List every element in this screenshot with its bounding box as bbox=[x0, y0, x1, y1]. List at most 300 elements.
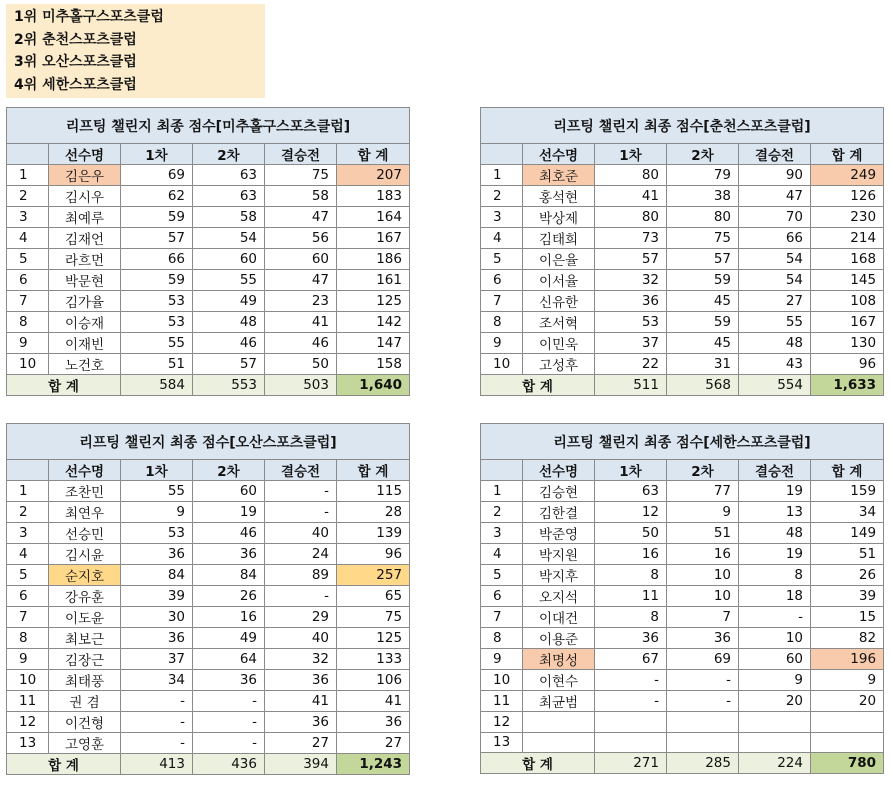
total-score: 139 bbox=[337, 523, 410, 544]
grand-total: 1,243 bbox=[337, 754, 410, 775]
ranking-summary bbox=[6, 4, 265, 98]
row-number: 13 bbox=[7, 733, 49, 754]
header-sum: 합 계 bbox=[811, 460, 884, 481]
final-score bbox=[739, 712, 811, 733]
table-title-row bbox=[7, 424, 410, 460]
player-name: 김승현 bbox=[523, 481, 595, 502]
final-score: - bbox=[265, 502, 337, 523]
round1-score: 59 bbox=[121, 270, 193, 291]
final-score: 19 bbox=[739, 481, 811, 502]
round2-score: 48 bbox=[193, 312, 265, 333]
total-score: 65 bbox=[337, 586, 410, 607]
round1-score: 55 bbox=[121, 481, 193, 502]
table-row bbox=[7, 207, 410, 228]
score-table-chuncheon bbox=[480, 107, 884, 396]
player-name: 이현수 bbox=[523, 670, 595, 691]
total-row bbox=[481, 753, 884, 774]
final-score: 60 bbox=[739, 649, 811, 670]
total-score: 125 bbox=[337, 628, 410, 649]
player-name: 최태풍 bbox=[49, 670, 121, 691]
row-number: 1 bbox=[7, 165, 49, 186]
total-score: 34 bbox=[811, 502, 884, 523]
table-row bbox=[7, 186, 410, 207]
table-row bbox=[7, 354, 410, 375]
row-number: 12 bbox=[7, 712, 49, 733]
table-row bbox=[7, 733, 410, 754]
player-name: 고성후 bbox=[523, 354, 595, 375]
round1-score: - bbox=[121, 712, 193, 733]
round1-score: 69 bbox=[121, 165, 193, 186]
header-name: 선수명 bbox=[523, 144, 595, 165]
table-row bbox=[7, 544, 410, 565]
final-score: 40 bbox=[265, 523, 337, 544]
rank-1: 1위 미추홀구스포츠클럽 bbox=[14, 9, 164, 25]
player-name: 이서율 bbox=[523, 270, 595, 291]
final-score: 66 bbox=[739, 228, 811, 249]
round1-score: 62 bbox=[121, 186, 193, 207]
total-row bbox=[481, 375, 884, 396]
player-name: 김은우 bbox=[49, 165, 121, 186]
row-number: 10 bbox=[7, 354, 49, 375]
round2-score: - bbox=[193, 712, 265, 733]
round2-score: 63 bbox=[193, 186, 265, 207]
score-table-michuhol bbox=[6, 107, 410, 396]
round2-score: 54 bbox=[193, 228, 265, 249]
final-score: 24 bbox=[265, 544, 337, 565]
round1-score: 55 bbox=[121, 333, 193, 354]
table-row bbox=[7, 481, 410, 502]
total-score: 28 bbox=[337, 502, 410, 523]
score-table-osan bbox=[6, 423, 410, 775]
player-name: 김재언 bbox=[49, 228, 121, 249]
table-row bbox=[481, 649, 884, 670]
round1-score: 12 bbox=[595, 502, 667, 523]
row-number: 3 bbox=[481, 523, 523, 544]
final-score bbox=[739, 732, 811, 753]
round1-score: 53 bbox=[121, 523, 193, 544]
total-score: 20 bbox=[811, 691, 884, 712]
round1-score: - bbox=[595, 670, 667, 691]
table-row bbox=[7, 691, 410, 712]
player-name: 이재빈 bbox=[49, 333, 121, 354]
row-number: 11 bbox=[481, 691, 523, 712]
round1-score: 8 bbox=[595, 607, 667, 628]
final-score: 36 bbox=[265, 712, 337, 733]
final-score: 47 bbox=[265, 207, 337, 228]
total-label: 합 계 bbox=[7, 375, 121, 396]
table-row bbox=[481, 544, 884, 565]
total-score: 126 bbox=[811, 186, 884, 207]
round2-score: - bbox=[193, 691, 265, 712]
round1-score: 37 bbox=[595, 333, 667, 354]
final-score: 58 bbox=[265, 186, 337, 207]
total-score: 159 bbox=[811, 481, 884, 502]
table-row bbox=[481, 270, 884, 291]
total-score: 133 bbox=[337, 649, 410, 670]
round1-score: 51 bbox=[121, 354, 193, 375]
player-name: 박상제 bbox=[523, 207, 595, 228]
round2-score: 69 bbox=[667, 649, 739, 670]
final-score: 23 bbox=[265, 291, 337, 312]
player-name: 박지후 bbox=[523, 565, 595, 586]
total-score: 106 bbox=[337, 670, 410, 691]
round2-score: 38 bbox=[667, 186, 739, 207]
total-score: 75 bbox=[337, 607, 410, 628]
round1-score: 63 bbox=[595, 481, 667, 502]
row-number: 6 bbox=[7, 270, 49, 291]
total-score: 147 bbox=[337, 333, 410, 354]
total-score: 167 bbox=[811, 312, 884, 333]
row-number: 6 bbox=[481, 586, 523, 607]
final-score: 8 bbox=[739, 565, 811, 586]
round1-score: 84 bbox=[121, 565, 193, 586]
round2-score: 49 bbox=[193, 628, 265, 649]
table-row bbox=[7, 586, 410, 607]
round1-score: 22 bbox=[595, 354, 667, 375]
round2-score: 16 bbox=[193, 607, 265, 628]
round1-score: - bbox=[595, 691, 667, 712]
table-row bbox=[481, 607, 884, 628]
total-round2: 285 bbox=[667, 753, 739, 774]
rank-3: 3위 오산스포츠클럽 bbox=[14, 54, 137, 70]
total-round1: 271 bbox=[595, 753, 667, 774]
row-number: 4 bbox=[7, 228, 49, 249]
final-score: 13 bbox=[739, 502, 811, 523]
row-number: 3 bbox=[481, 207, 523, 228]
round2-score bbox=[667, 732, 739, 753]
header-round1: 1차 bbox=[595, 144, 667, 165]
total-score: 130 bbox=[811, 333, 884, 354]
total-score: 108 bbox=[811, 291, 884, 312]
total-score: 39 bbox=[811, 586, 884, 607]
player-name: 최호준 bbox=[523, 165, 595, 186]
table-row bbox=[481, 502, 884, 523]
round1-score: 57 bbox=[595, 249, 667, 270]
row-number: 3 bbox=[7, 207, 49, 228]
table-row bbox=[7, 249, 410, 270]
table-row bbox=[481, 333, 884, 354]
round1-score: 8 bbox=[595, 565, 667, 586]
round1-score: 36 bbox=[595, 291, 667, 312]
row-number: 7 bbox=[7, 291, 49, 312]
round2-score: 9 bbox=[667, 502, 739, 523]
header-round2: 2차 bbox=[193, 144, 265, 165]
player-name: 오지석 bbox=[523, 586, 595, 607]
round1-score: 11 bbox=[595, 586, 667, 607]
row-number: 1 bbox=[481, 165, 523, 186]
total-score: 26 bbox=[811, 565, 884, 586]
final-score: 90 bbox=[739, 165, 811, 186]
player-name: 김가율 bbox=[49, 291, 121, 312]
player-name: 최균범 bbox=[523, 691, 595, 712]
player-name: 김시우 bbox=[49, 186, 121, 207]
table-row bbox=[481, 523, 884, 544]
round1-score: 53 bbox=[121, 312, 193, 333]
row-number: 7 bbox=[7, 607, 49, 628]
total-score: 82 bbox=[811, 628, 884, 649]
player-name: 이도윤 bbox=[49, 607, 121, 628]
round2-score: 10 bbox=[667, 565, 739, 586]
row-number: 9 bbox=[7, 333, 49, 354]
header-round1: 1차 bbox=[121, 144, 193, 165]
round1-score: 9 bbox=[121, 502, 193, 523]
player-name: 이민욱 bbox=[523, 333, 595, 354]
header-sum: 합 계 bbox=[337, 460, 410, 481]
final-score: 50 bbox=[265, 354, 337, 375]
header-row bbox=[7, 460, 410, 481]
final-score: - bbox=[265, 586, 337, 607]
round2-score: - bbox=[667, 691, 739, 712]
grand-total: 1,633 bbox=[811, 375, 884, 396]
row-number: 2 bbox=[7, 186, 49, 207]
table-row bbox=[7, 270, 410, 291]
table-row bbox=[7, 607, 410, 628]
total-score: 125 bbox=[337, 291, 410, 312]
table-row bbox=[481, 207, 884, 228]
header-row bbox=[481, 460, 884, 481]
total-score: 145 bbox=[811, 270, 884, 291]
table-row bbox=[7, 712, 410, 733]
final-score: 9 bbox=[739, 670, 811, 691]
total-score: 161 bbox=[337, 270, 410, 291]
row-number: 9 bbox=[481, 333, 523, 354]
player-name: 김태희 bbox=[523, 228, 595, 249]
round2-score: 55 bbox=[193, 270, 265, 291]
player-name: 김시윤 bbox=[49, 544, 121, 565]
round1-score: 39 bbox=[121, 586, 193, 607]
row-number: 1 bbox=[481, 481, 523, 502]
total-score: 249 bbox=[811, 165, 884, 186]
score-table-sehan bbox=[480, 423, 884, 774]
header-round2: 2차 bbox=[193, 460, 265, 481]
final-score: 60 bbox=[265, 249, 337, 270]
row-number: 2 bbox=[481, 502, 523, 523]
table-row bbox=[481, 186, 884, 207]
total-final: 394 bbox=[265, 754, 337, 775]
round2-score: 36 bbox=[193, 670, 265, 691]
round1-score: 66 bbox=[121, 249, 193, 270]
row-number: 4 bbox=[481, 544, 523, 565]
player-name: 이건형 bbox=[49, 712, 121, 733]
table-row bbox=[7, 649, 410, 670]
player-name: 김한결 bbox=[523, 502, 595, 523]
row-number: 2 bbox=[7, 502, 49, 523]
round2-score: 49 bbox=[193, 291, 265, 312]
total-final: 554 bbox=[739, 375, 811, 396]
row-number: 9 bbox=[7, 649, 49, 670]
round2-score: 57 bbox=[667, 249, 739, 270]
total-round2: 568 bbox=[667, 375, 739, 396]
round2-score: 7 bbox=[667, 607, 739, 628]
round2-score: 16 bbox=[667, 544, 739, 565]
row-number: 11 bbox=[7, 691, 49, 712]
total-round2: 436 bbox=[193, 754, 265, 775]
player-name: 최보근 bbox=[49, 628, 121, 649]
row-number: 5 bbox=[481, 249, 523, 270]
total-score: 207 bbox=[337, 165, 410, 186]
total-score: 164 bbox=[337, 207, 410, 228]
table-row bbox=[481, 481, 884, 502]
round2-score bbox=[667, 712, 739, 733]
table-row bbox=[7, 291, 410, 312]
round1-score: 16 bbox=[595, 544, 667, 565]
header-final: 결승전 bbox=[265, 460, 337, 481]
final-score: 32 bbox=[265, 649, 337, 670]
header-final: 결승전 bbox=[265, 144, 337, 165]
player-name: 홍석현 bbox=[523, 186, 595, 207]
final-score: 27 bbox=[739, 291, 811, 312]
header-name: 선수명 bbox=[523, 460, 595, 481]
total-score: 149 bbox=[811, 523, 884, 544]
table-title: 리프팅 챌린지 최종 점수[세한스포츠클럽] bbox=[481, 424, 884, 460]
player-name: 박준영 bbox=[523, 523, 595, 544]
header-round2: 2차 bbox=[667, 460, 739, 481]
row-number: 12 bbox=[481, 712, 523, 733]
player-name: 이은율 bbox=[523, 249, 595, 270]
table-row bbox=[7, 670, 410, 691]
final-score: 43 bbox=[739, 354, 811, 375]
round1-score: 67 bbox=[595, 649, 667, 670]
row-number: 2 bbox=[481, 186, 523, 207]
player-name: 최명성 bbox=[523, 649, 595, 670]
round1-score: 30 bbox=[121, 607, 193, 628]
row-number: 10 bbox=[481, 354, 523, 375]
row-number: 3 bbox=[7, 523, 49, 544]
header-round1: 1차 bbox=[121, 460, 193, 481]
player-name: 순지호 bbox=[49, 565, 121, 586]
table-row bbox=[481, 628, 884, 649]
total-score bbox=[811, 732, 884, 753]
total-round1: 584 bbox=[121, 375, 193, 396]
table-title-row bbox=[481, 424, 884, 460]
table-row bbox=[7, 628, 410, 649]
final-score: 54 bbox=[739, 249, 811, 270]
round1-score: 59 bbox=[121, 207, 193, 228]
final-score: 41 bbox=[265, 691, 337, 712]
table-row bbox=[481, 249, 884, 270]
round2-score: 36 bbox=[667, 628, 739, 649]
player-name: 조서혁 bbox=[523, 312, 595, 333]
round2-score: 46 bbox=[193, 333, 265, 354]
player-name bbox=[523, 732, 595, 753]
table-title: 리프팅 챌린지 최종 점수[춘천스포츠클럽] bbox=[481, 108, 884, 144]
total-score: 115 bbox=[337, 481, 410, 502]
total-round1: 511 bbox=[595, 375, 667, 396]
row-number: 9 bbox=[481, 649, 523, 670]
table-row bbox=[7, 165, 410, 186]
round1-score: 34 bbox=[121, 670, 193, 691]
table-title-row bbox=[7, 108, 410, 144]
round1-score: 36 bbox=[595, 628, 667, 649]
round2-score: 45 bbox=[667, 291, 739, 312]
round2-score: 64 bbox=[193, 649, 265, 670]
table-row bbox=[7, 228, 410, 249]
final-score: 41 bbox=[265, 312, 337, 333]
table-row bbox=[7, 312, 410, 333]
round1-score: 50 bbox=[595, 523, 667, 544]
final-score: 46 bbox=[265, 333, 337, 354]
player-name: 최연우 bbox=[49, 502, 121, 523]
total-label: 합 계 bbox=[7, 754, 121, 775]
player-name: 강유훈 bbox=[49, 586, 121, 607]
round1-score: 80 bbox=[595, 165, 667, 186]
header-sum: 합 계 bbox=[337, 144, 410, 165]
table-title: 리프팅 챌린지 최종 점수[오산스포츠클럽] bbox=[7, 424, 410, 460]
final-score: 47 bbox=[739, 186, 811, 207]
header-sum: 합 계 bbox=[811, 144, 884, 165]
row-number: 8 bbox=[7, 628, 49, 649]
player-name: 박문현 bbox=[49, 270, 121, 291]
total-final: 503 bbox=[265, 375, 337, 396]
round2-score: 26 bbox=[193, 586, 265, 607]
row-number: 7 bbox=[481, 291, 523, 312]
table-row bbox=[481, 565, 884, 586]
final-score: 75 bbox=[265, 165, 337, 186]
final-score: 40 bbox=[265, 628, 337, 649]
header-no bbox=[481, 460, 523, 481]
total-score: 15 bbox=[811, 607, 884, 628]
header-no bbox=[7, 144, 49, 165]
final-score: 10 bbox=[739, 628, 811, 649]
total-score: 96 bbox=[811, 354, 884, 375]
round2-score: 84 bbox=[193, 565, 265, 586]
final-score: 20 bbox=[739, 691, 811, 712]
header-final: 결승전 bbox=[739, 144, 811, 165]
round2-score: 19 bbox=[193, 502, 265, 523]
row-number: 10 bbox=[481, 670, 523, 691]
total-label: 합 계 bbox=[481, 753, 595, 774]
round2-score: 46 bbox=[193, 523, 265, 544]
round1-score bbox=[595, 712, 667, 733]
round2-score: 10 bbox=[667, 586, 739, 607]
total-score: 142 bbox=[337, 312, 410, 333]
round2-score: 60 bbox=[193, 481, 265, 502]
final-score: 48 bbox=[739, 523, 811, 544]
final-score: 19 bbox=[739, 544, 811, 565]
row-number: 8 bbox=[7, 312, 49, 333]
final-score: 54 bbox=[739, 270, 811, 291]
round1-score: 57 bbox=[121, 228, 193, 249]
round2-score: 57 bbox=[193, 354, 265, 375]
round1-score: 36 bbox=[121, 544, 193, 565]
row-number: 5 bbox=[7, 565, 49, 586]
player-name: 김장근 bbox=[49, 649, 121, 670]
round1-score: 73 bbox=[595, 228, 667, 249]
round2-score: 59 bbox=[667, 312, 739, 333]
row-number: 7 bbox=[481, 607, 523, 628]
round2-score: 80 bbox=[667, 207, 739, 228]
total-score: 27 bbox=[337, 733, 410, 754]
row-number: 6 bbox=[481, 270, 523, 291]
final-score: 89 bbox=[265, 565, 337, 586]
row-number: 8 bbox=[481, 628, 523, 649]
total-score: 36 bbox=[337, 712, 410, 733]
round2-score: 77 bbox=[667, 481, 739, 502]
header-no bbox=[481, 144, 523, 165]
player-name: 조찬민 bbox=[49, 481, 121, 502]
round1-score: 37 bbox=[121, 649, 193, 670]
table-row bbox=[7, 333, 410, 354]
final-score: 18 bbox=[739, 586, 811, 607]
player-name: 고영훈 bbox=[49, 733, 121, 754]
total-round2: 553 bbox=[193, 375, 265, 396]
rank-2: 2위 춘천스포츠클럽 bbox=[14, 31, 137, 48]
total-label: 합 계 bbox=[481, 375, 595, 396]
header-name: 선수명 bbox=[49, 144, 121, 165]
total-score: 230 bbox=[811, 207, 884, 228]
player-name: 최예루 bbox=[49, 207, 121, 228]
row-number: 1 bbox=[7, 481, 49, 502]
